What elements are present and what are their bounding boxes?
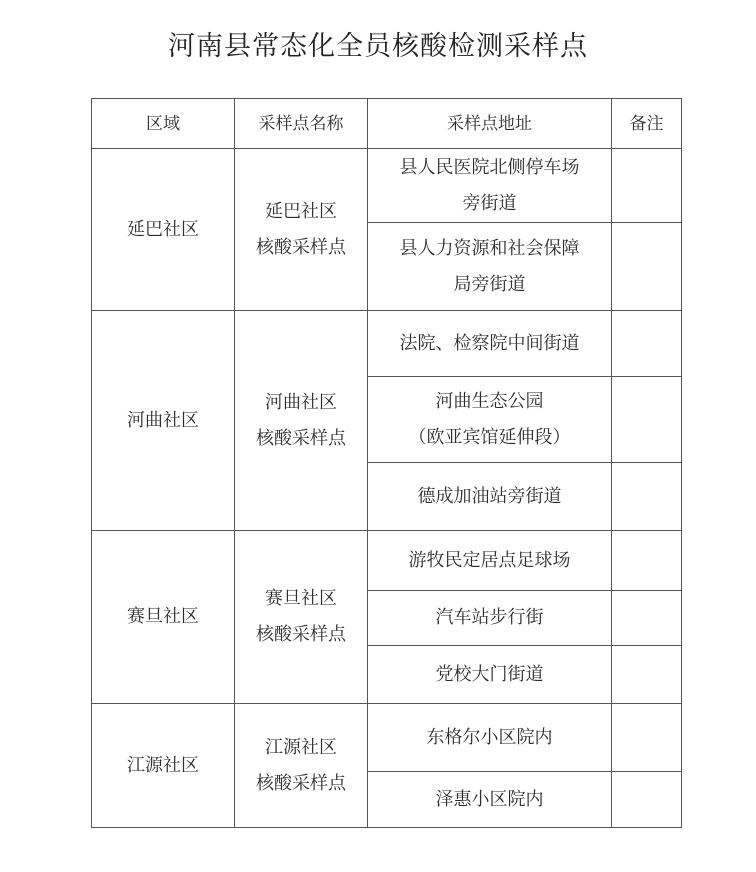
site-name-cell bbox=[235, 704, 368, 828]
region-cell: 河曲社区 bbox=[92, 311, 235, 531]
note-cell bbox=[612, 463, 682, 531]
site-name-line: 河曲社区 bbox=[265, 391, 337, 413]
site-name-line: 延巴社区 bbox=[265, 200, 337, 222]
site-name-line: 核酸采样点 bbox=[256, 236, 346, 258]
region-cell: 江源社区 bbox=[92, 704, 235, 828]
address-cell: 法院、检察院中间街道 bbox=[368, 311, 612, 377]
address-line: 县人力资源和社会保障 bbox=[399, 237, 580, 259]
site-name-line: 赛旦社区 bbox=[265, 588, 337, 609]
site-name-cell bbox=[235, 311, 368, 531]
address-cell: 党校大门街道 bbox=[368, 646, 612, 704]
document-title: 河南县常态化全员核酸检测采样点 bbox=[168, 31, 588, 62]
note-cell bbox=[612, 704, 682, 772]
region-cell: 延巴社区 bbox=[92, 149, 235, 311]
address-cell bbox=[368, 223, 612, 311]
header-row bbox=[92, 99, 682, 149]
header-site-name: 采样点名称 bbox=[235, 99, 368, 149]
address-line: （欧亚宾馆延伸段） bbox=[408, 426, 571, 448]
table-row bbox=[92, 704, 682, 772]
address-cell: 东格尔小区院内 bbox=[368, 704, 612, 772]
note-cell bbox=[612, 223, 682, 311]
note-cell bbox=[612, 646, 682, 704]
table-row bbox=[92, 149, 682, 223]
site-name-line: 江源社区 bbox=[265, 736, 337, 758]
address-cell: 汽车站步行街 bbox=[368, 591, 612, 646]
address-cell bbox=[368, 149, 612, 223]
address-line: 局旁街道 bbox=[453, 273, 526, 295]
site-name-line: 核酸采样点 bbox=[256, 427, 346, 449]
address-line: 旁街道 bbox=[462, 192, 517, 214]
address-line: 县人民医院北侧停车场 bbox=[399, 156, 580, 178]
address-cell: 德成加油站旁街道 bbox=[368, 463, 612, 531]
table-row bbox=[92, 311, 682, 377]
site-name-cell bbox=[235, 149, 368, 311]
note-cell bbox=[612, 591, 682, 646]
note-cell bbox=[612, 531, 682, 591]
sampling-sites-table bbox=[91, 98, 682, 828]
site-name-line: 核酸采样点 bbox=[256, 624, 346, 645]
address-line: 河曲生态公园 bbox=[435, 390, 544, 412]
address-cell: 泽惠小区院内 bbox=[368, 772, 612, 828]
region-cell: 赛旦社区 bbox=[92, 531, 235, 704]
address-cell bbox=[368, 377, 612, 463]
header-region: 区域 bbox=[92, 99, 235, 149]
note-cell bbox=[612, 149, 682, 223]
header-address: 采样点地址 bbox=[368, 99, 612, 149]
note-cell bbox=[612, 377, 682, 463]
site-name-line: 核酸采样点 bbox=[256, 772, 346, 794]
note-cell bbox=[612, 772, 682, 828]
header-note: 备注 bbox=[612, 99, 682, 149]
address-cell: 游牧民定居点足球场 bbox=[368, 531, 612, 591]
site-name-cell bbox=[235, 531, 368, 704]
note-cell bbox=[612, 311, 682, 377]
table-row bbox=[92, 531, 682, 591]
